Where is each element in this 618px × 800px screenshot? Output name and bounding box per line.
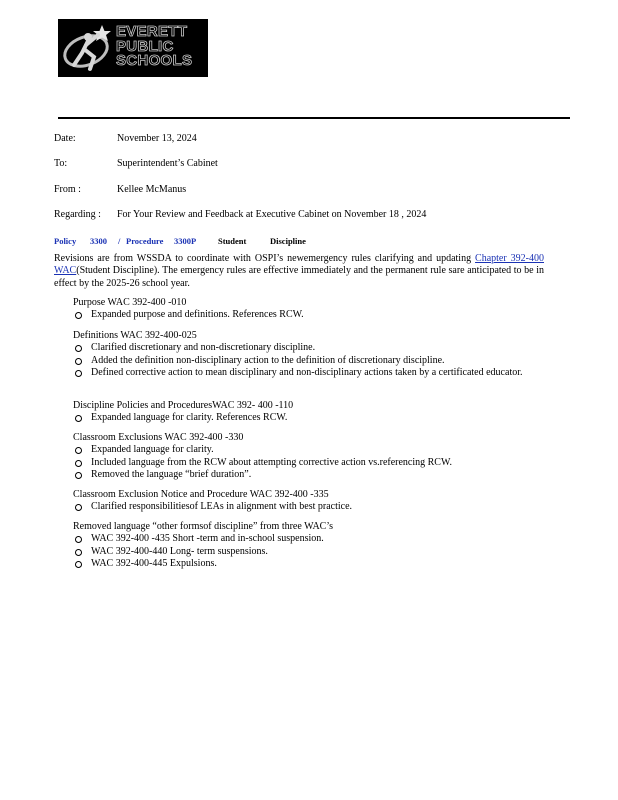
list-item: Included language from the RCW about attempting corrective action vs.referencing RCW. <box>54 457 561 469</box>
ref-title-2: Discipline <box>270 236 306 246</box>
logo-wordmark: EVERETT PUBLIC SCHOOLS <box>116 23 193 69</box>
list-item: Clarified responsibilitiesof LEAs in alignment with best practice. <box>54 501 521 513</box>
section-definitions <box>54 330 554 379</box>
list-item: Added the definition non-disciplinary action to the definition of discretionary discipline. <box>54 355 521 367</box>
list-item: WAC 392-400 -435 Short -term and in-school suspension. <box>54 533 521 545</box>
circle-bullet-icon <box>75 447 82 454</box>
to-value: Superintendent’s Cabinet <box>117 158 218 169</box>
regarding-label: Regarding : <box>54 209 101 220</box>
section-heading: Classroom Exclusion Notice and Procedure WAC 392-400 -335 <box>73 489 329 500</box>
circle-bullet-icon <box>75 536 82 543</box>
section-purpose <box>54 297 554 322</box>
star-figure-icon <box>60 21 116 75</box>
section-classroom-exclusions <box>54 432 554 481</box>
list-item: WAC 392-400-445 Expulsions. <box>54 558 521 570</box>
circle-bullet-icon <box>75 370 82 377</box>
circle-bullet-icon <box>75 472 82 479</box>
header-divider <box>58 117 570 119</box>
from-label: From : <box>54 184 81 195</box>
section-heading: Classroom Exclusions WAC 392-400 -330 <box>73 432 244 443</box>
intro-paragraph: Revisions are from WSSDA to coordinate with OSPI’s newemergency rules clarifying and updating Chapter 392-400 WAC(Student Discipline). The emergency rules are effective immediately and the permanent rule sare anticipated to be in effect by the 2025-26 school year. <box>54 253 544 289</box>
circle-bullet-icon <box>75 504 82 511</box>
circle-bullet-icon <box>75 358 82 365</box>
circle-bullet-icon <box>75 312 82 319</box>
list-item: Expanded language for clarity. <box>54 444 521 456</box>
procedure-link[interactable]: Procedure <box>126 236 164 246</box>
regarding-value: For Your Review and Feedback at Executive Cabinet on November 18 , 2024 <box>117 209 427 220</box>
circle-bullet-icon <box>75 549 82 556</box>
section-heading: Purpose WAC 392-400 -010 <box>73 297 187 308</box>
policy-link[interactable]: Policy <box>54 236 77 246</box>
policy-references <box>54 235 306 247</box>
section-exclusion-notice <box>54 489 554 514</box>
section-removed-language <box>54 521 554 570</box>
chapter-link[interactable]: Chapter 392-400 WAC <box>54 253 544 277</box>
circle-bullet-icon <box>75 415 82 422</box>
list-item: WAC 392-400-440 Long- term suspensions. <box>54 546 521 558</box>
from-value: Kellee McManus <box>117 184 187 195</box>
section-policies <box>54 400 554 425</box>
list-item: Removed the language “brief duration”. <box>54 469 521 481</box>
date-label: Date: <box>54 133 76 144</box>
list-item: Defined corrective action to mean disciplinary and non-disciplinary actions taken by a certificated educator. <box>54 367 531 379</box>
district-logo <box>58 19 208 77</box>
date-value: November 13, 2024 <box>117 133 197 144</box>
list-item: Expanded purpose and definitions. References RCW. <box>54 309 521 321</box>
section-heading: Removed language “other formsof discipline” from three WAC’s <box>73 521 334 532</box>
procedure-number-link[interactable]: 3300P <box>174 236 197 246</box>
section-heading: Definitions WAC 392-400-025 <box>73 330 197 341</box>
list-item: Expanded language for clarity. References RCW. <box>54 412 521 424</box>
circle-bullet-icon <box>75 561 82 568</box>
section-heading: Discipline Policies and ProceduresWAC 392- 400 -110 <box>73 400 294 411</box>
ref-separator: / <box>118 236 121 246</box>
list-item: Clarified discretionary and non-discretionary discipline. <box>54 342 521 354</box>
circle-bullet-icon <box>75 345 82 352</box>
to-label: To: <box>54 158 68 169</box>
policy-number-link[interactable]: 3300 <box>90 236 107 246</box>
ref-title: Student <box>218 236 247 246</box>
circle-bullet-icon <box>75 460 82 467</box>
